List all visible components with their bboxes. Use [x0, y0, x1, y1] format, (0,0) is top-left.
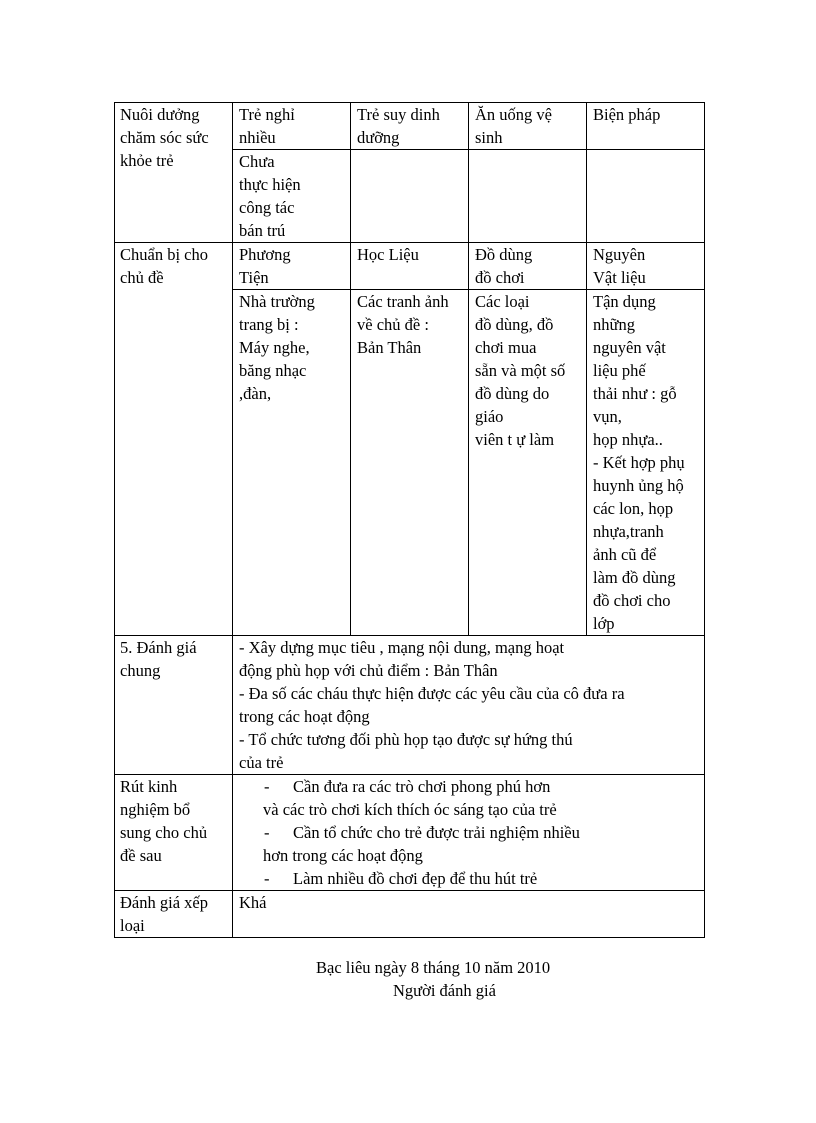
- table-row: [115, 243, 705, 290]
- date-line: Bạc liêu ngày 8 tháng 10 năm 2010: [316, 958, 551, 977]
- header-cell: Biện pháp: [587, 103, 705, 150]
- value-cell: Tận dụng những nguyên vật liệu phế thải như : gỗ vụn, họp nhựa.. - Kết hợp phụ huynh ủng hộ các lon, họp nhựa,tranh ảnh cũ để làm đồ dùng đồ chơi cho lớp: [587, 290, 705, 636]
- value-cell: [351, 150, 469, 243]
- value-cell: Các tranh ảnh về chủ đề : Bản Thân: [351, 290, 469, 636]
- table-row: [115, 636, 705, 775]
- bullet-dash: -: [264, 869, 270, 888]
- bullet-text: Làm nhiều đồ chơi đẹp để thu hút trẻ: [293, 869, 538, 888]
- report-table: [114, 102, 705, 938]
- header-cell: Phương Tiện: [233, 243, 351, 290]
- category-cell: Đánh giá xếp loại: [115, 891, 233, 938]
- header-cell: Trẻ nghỉ nhiều: [233, 103, 351, 150]
- bullet-text: Cần tổ chức cho trẻ được trải nghiệm nhiều: [293, 823, 580, 842]
- category-cell: Chuẩn bị cho chủ đề: [115, 243, 233, 636]
- value-cell: [469, 150, 587, 243]
- value-cell: Các loại đồ dùng, đồ chơi mua sẵn và một số đồ dùng do giáo viên t ự làm: [469, 290, 587, 636]
- list-item: [239, 775, 700, 798]
- category-cell: 5. Đánh giá chung: [115, 636, 233, 775]
- category-cell: Nuôi dưởng chăm sóc sức khỏe trẻ: [115, 103, 233, 243]
- signer-label: Người đánh giá: [393, 981, 496, 1000]
- value-cell: Nhà trường trang bị : Máy nghe, băng nhạc ,đàn,: [233, 290, 351, 636]
- value-cell: [587, 150, 705, 243]
- table-row: [115, 103, 705, 150]
- header-cell: Trẻ suy dinh dưỡng: [351, 103, 469, 150]
- header-cell: Học Liệu: [351, 243, 469, 290]
- rating-cell: Khá: [233, 891, 705, 938]
- list-item: [239, 867, 700, 890]
- category-cell: Rút kinh nghiệm bổ sung cho chủ đề sau: [115, 775, 233, 891]
- table-row: [115, 775, 705, 891]
- lessons-cell: [233, 775, 705, 891]
- bullet-continuation: hơn trong các hoạt động: [263, 846, 423, 865]
- bullet-dash: -: [264, 823, 270, 842]
- bullet-text: Cần đưa ra các trò chơi phong phú hơn: [293, 777, 551, 796]
- bullet-continuation: và các trò chơi kích thích óc sáng tạo của trẻ: [263, 800, 557, 819]
- evaluation-cell: - Xây dựng mục tiêu , mạng nội dung, mạng hoạt động phù họp với chủ điểm : Bản Thân - Đa số các cháu thực hiện được các yêu cầu của cô đưa ra trong các hoạt động - Tổ chức tương đối phù họp tạo được sự hứng thú của trẻ: [233, 636, 705, 775]
- table-row: [115, 891, 705, 938]
- header-cell: Ăn uống vệ sinh: [469, 103, 587, 150]
- list-item: [239, 821, 700, 844]
- bullet-dash: -: [264, 777, 270, 796]
- header-cell: Đồ dùng đồ chơi: [469, 243, 587, 290]
- value-cell: Chưa thực hiện công tác bán trú: [233, 150, 351, 243]
- header-cell: Nguyên Vật liệu: [587, 243, 705, 290]
